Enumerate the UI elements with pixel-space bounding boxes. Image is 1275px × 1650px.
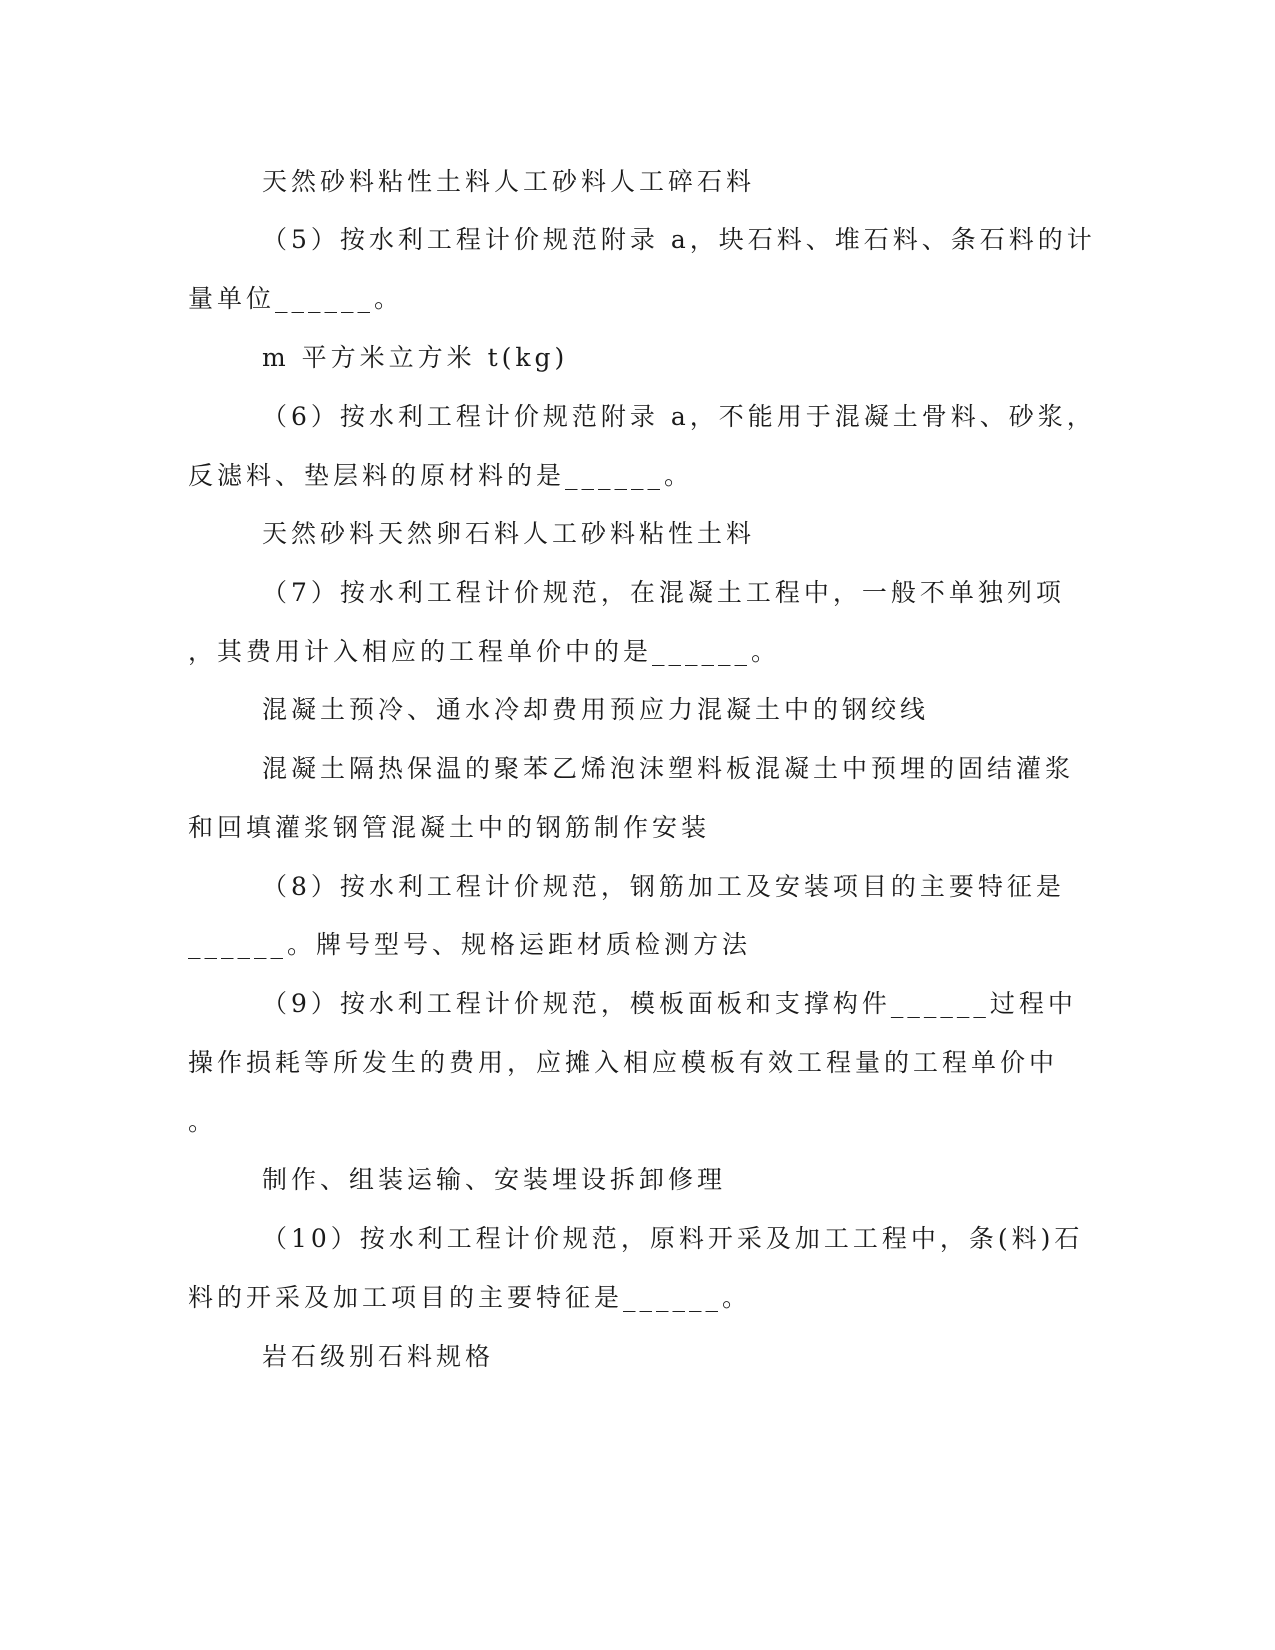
question-7-line-1: （7）按水利工程计价规范，在混凝土工程中，一般不单独列项 — [262, 578, 1065, 607]
answer-options-q4: 天然砂料粘性土料人工砂料人工碎石料 — [262, 167, 756, 196]
question-9-line-1: （9）按水利工程计价规范，模板面板和支撑构件______过程中 — [262, 989, 1077, 1018]
answer-options-q5: m 平方米立方米 t(kg) — [262, 343, 569, 372]
question-6-line-1: （6）按水利工程计价规范附录 a，不能用于混凝土骨料、砂浆， — [262, 402, 1096, 431]
question-9-line-3: 。 — [188, 1107, 218, 1136]
answer-options-q7-line-1: 混凝土预冷、通水冷却费用预应力混凝土中的钢绞线 — [262, 695, 930, 724]
answer-options-q7-line-3: 和回填灌浆钢管混凝土中的钢筋制作安装 — [188, 813, 711, 842]
question-5-line-2: 量单位______。 — [188, 284, 404, 313]
question-7-line-2: ，其费用计入相应的工程单价中的是______。 — [188, 637, 781, 666]
answer-options-q6: 天然砂料天然卵石料人工砂料粘性土料 — [262, 519, 756, 548]
question-10-line-2: 料的开采及加工项目的主要特征是______。 — [188, 1283, 752, 1312]
question-5-line-1: （5）按水利工程计价规范附录 a，块石料、堆石料、条石料的计 — [262, 225, 1096, 254]
answer-options-q9: 制作、组装运输、安装埋设拆卸修理 — [262, 1165, 727, 1194]
question-8-line-1: （8）按水利工程计价规范，钢筋加工及安装项目的主要特征是 — [262, 872, 1065, 901]
question-10-line-1: （10）按水利工程计价规范，原料开采及加工工程中，条(料)石 — [262, 1224, 1084, 1253]
answer-options-q7-line-2: 混凝土隔热保温的聚苯乙烯泡沫塑料板混凝土中预埋的固结灌浆 — [262, 754, 1075, 783]
question-8-line-2: ______。牌号型号、规格运距材质检测方法 — [188, 930, 752, 959]
question-9-line-2: 操作损耗等所发生的费用，应摊入相应模板有效工程量的工程单价中 — [188, 1048, 1059, 1077]
question-6-line-2: 反滤料、垫层料的原材料的是______。 — [188, 461, 694, 490]
answer-options-q10: 岩石级别石料规格 — [262, 1342, 495, 1371]
